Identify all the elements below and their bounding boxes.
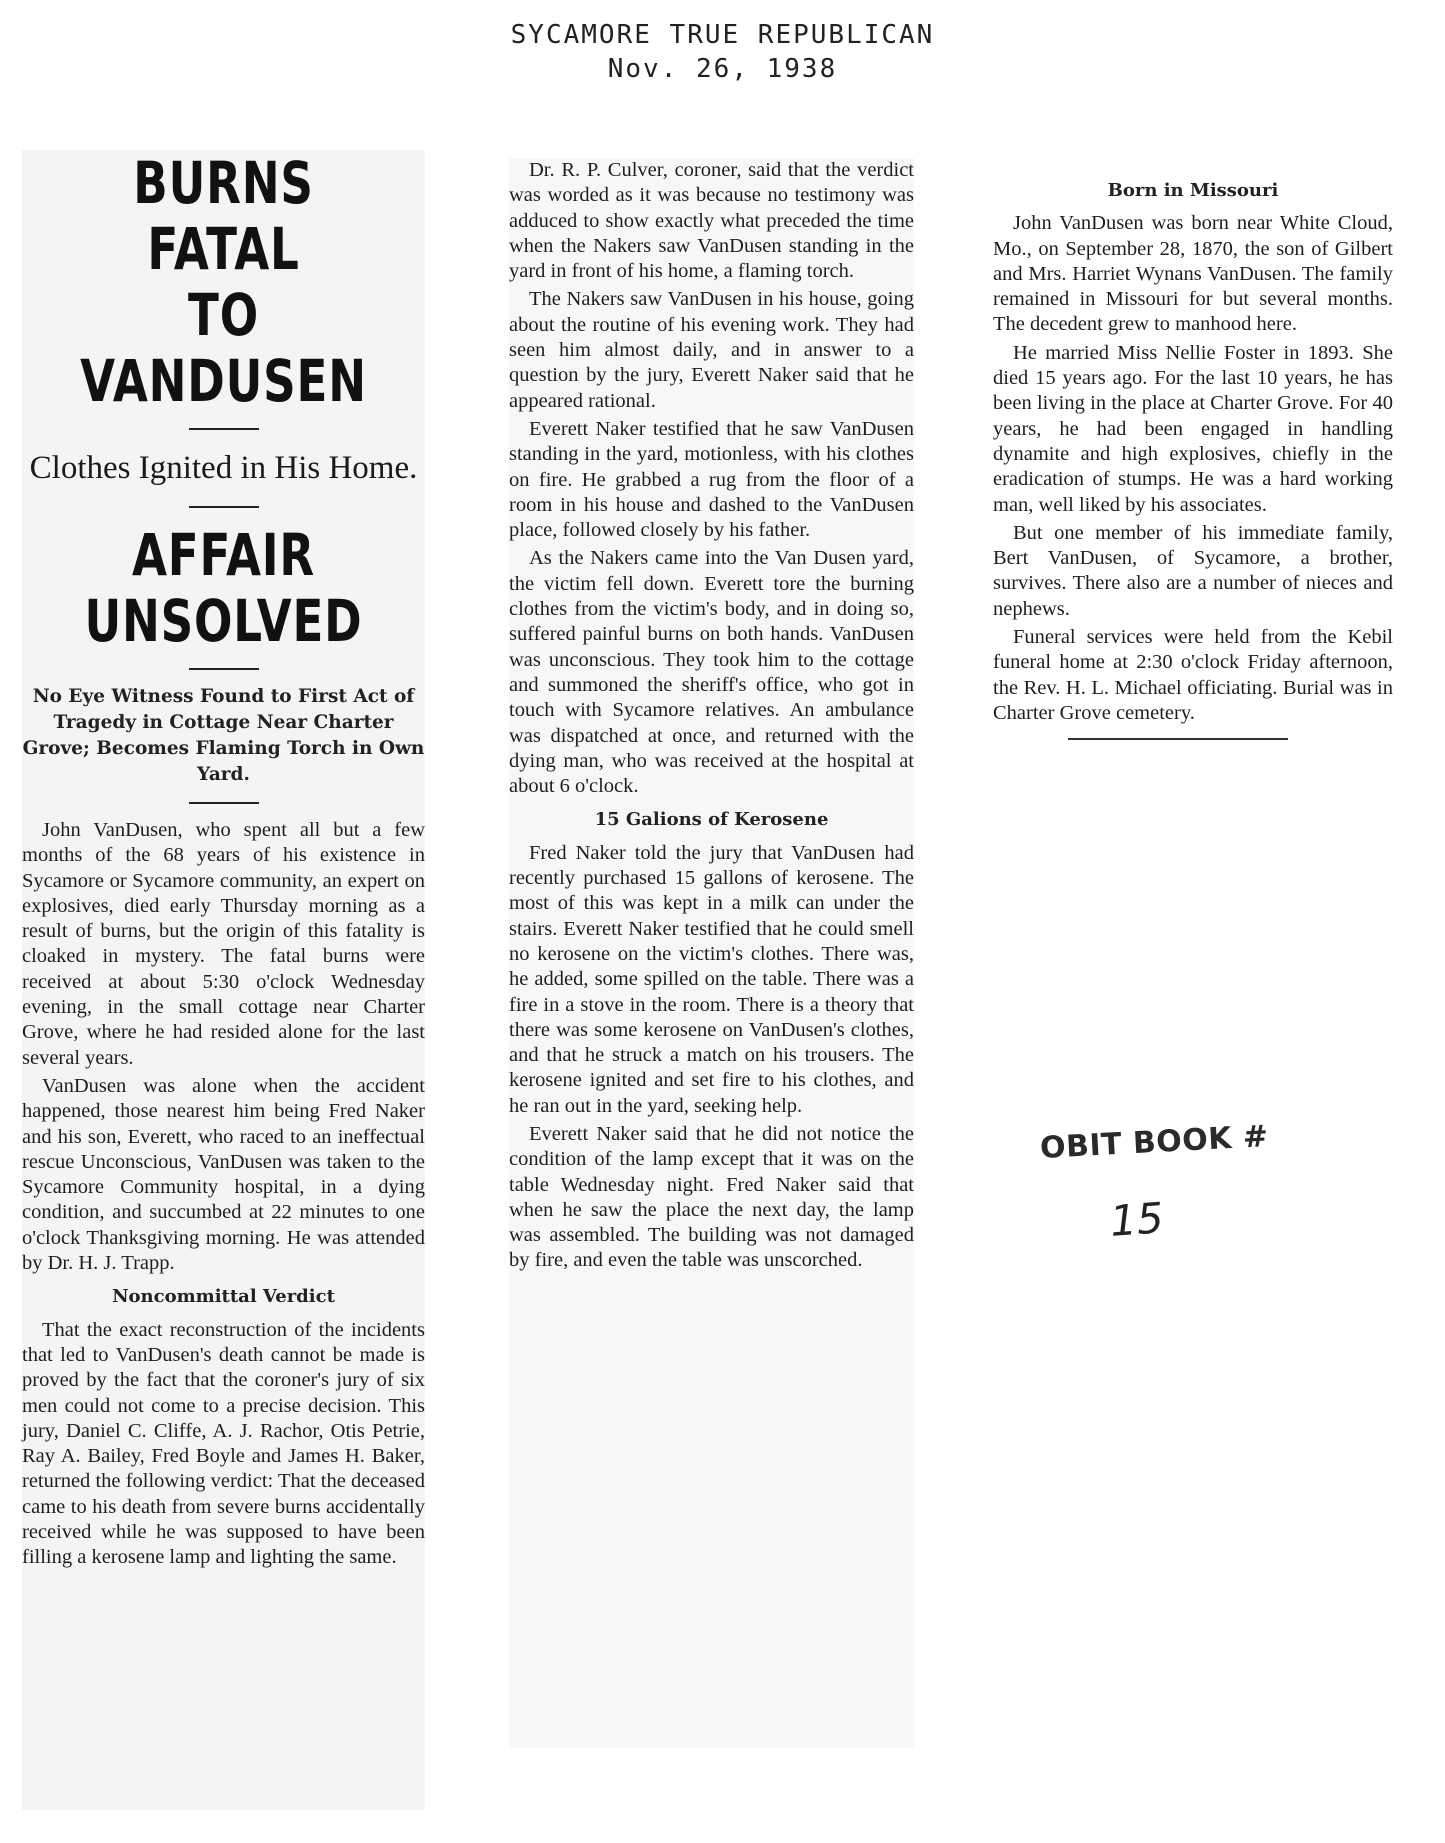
- end-rule: [1068, 738, 1288, 740]
- divider: [189, 802, 259, 804]
- paragraph: John VanDusen, who spent all but a few months of the 68 years of his existence in Sycamore or Sycamore community, an expert on explosives, died early Thursday morning as a result of burns, but the origin of this fatality is cloaked in mystery. The fatal burns were received at about 5:30 o'clock Wednesday evening, in the small cottage near Charter Grove, where he had resided alone for the last several years.: [22, 819, 425, 1069]
- paragraph: Funeral services were held from the Kebil funeral home at 2:30 o'clock Friday afternoon, the Rev. H. L. Michael officiating. Burial was in Charter Grove cemetery.: [993, 626, 1393, 724]
- column-3: [993, 170, 1393, 740]
- paragraph: John VanDusen was born near White Cloud, Mo., on September 28, 1870, the son of Gilbert and Mrs. Harriet Wynans VanDusen. The family remained in Missouri for but several months. The decedent grew to manhood here.: [993, 212, 1393, 336]
- divider: [189, 428, 259, 430]
- section-heading: Born in Missouri: [1107, 180, 1279, 201]
- paragraph: He married Miss Nellie Foster in 1893. She died 15 years ago. For the last 10 years, he has been living in the place at Charter Grove. For 40 years, he had been engaged in handling dynamite and high explosives, chiefly in the eradication of stumps. He was a hard working man, well liked by his associates.: [993, 341, 1393, 516]
- subheadline: Clothes Ignited in His Home.: [29, 450, 418, 486]
- divider: [189, 506, 259, 508]
- paragraph: Everett Naker said that he did not notice the condition of the lamp except that it was on the table Wednesday night. Fred Naker said that when he saw the place the next day, the lamp was assembled. The building was not damaged by fire, and even the table was unscorched.: [509, 1122, 914, 1272]
- section-heading: Noncommittal Verdict: [112, 1286, 335, 1308]
- masthead: [0, 18, 1445, 86]
- paragraph: Dr. R. P. Culver, coroner, said that the verdict was worded as it was because no testimony was adduced to show exactly what preceded the time when the Nakers saw VanDusen standing in the yard in front of his home, a flaming torch.: [509, 159, 914, 283]
- paragraph: The Nakers saw VanDusen in his house, going about the routine of his evening work. They had seen him almost daily, and in answer to a question by the jury, Everett Naker said that he appeared rational.: [509, 288, 914, 412]
- publication-date: Nov. 26, 1938: [607, 54, 838, 84]
- second-headline: AFFAIR UNSOLVED: [84, 521, 363, 655]
- newspaper-name: SYCAMORE TRUE REPUBLICAN: [510, 20, 935, 50]
- paragraph: As the Nakers came into the Van Dusen yard, the victim fell down. Everett tore the burning clothes from the victim's body, and in doing so, suffered painful burns on both hands. VanDusen was unconscious. They took him to the cottage and summoned the sheriff's office, who got in touch with Sycamore relatives. An ambulance was dispatched at once, and returned with the dying man, who was received at the hospital at about 6 o'clock.: [509, 547, 914, 798]
- column-2: [509, 158, 914, 1748]
- paragraph: Fred Naker told the jury that VanDusen had recently purchased 15 gallons of kerosene. The most of this was kept in a milk can under the stairs. Everett Naker testified that he could smell no kerosene on the victim's clothes. There was, he added, some spilled on the table. There was a fire in a stove in the room. There is a theory that there was some kerosene on VanDusen's clothes, and that he struck a match on his trousers. The kerosene ignited and set fire to his clothes, and he ran out in the yard, seeking help.: [509, 841, 914, 1117]
- paragraph: But one member of his immediate family, Bert VanDusen, of Sycamore, a brother, survives. There also are a number of nieces and nephews.: [993, 521, 1393, 620]
- deck: No Eye Witness Found to First Act of Tragedy in Cottage Near Charter Grove; Becomes Flaming Torch in Own Yard.: [22, 686, 425, 785]
- headline-line-2: TO VANDUSEN: [80, 281, 367, 415]
- section-heading: 15 Galions of Kerosene: [594, 809, 829, 831]
- paragraph: VanDusen was alone when the accident happened, those nearest him being Fred Naker and his son, Everett, who raced to an ineffectual rescue Unconscious, VanDusen was taken to the Sycamore Community hospital, in a dying condition, and succumbed at 22 minutes to one o'clock Thanksgiving morning. He was attended by Dr. H. J. Trapp.: [22, 1074, 425, 1275]
- paragraph: That the exact reconstruction of the incidents that led to VanDusen's death cannot be made is proved by the fact that the coroner's jury of six men could not come to a precise decision. This jury, Daniel C. Cliffe, A. J. Rachor, Otis Petrie, Ray A. Bailey, Fred Boyle and James H. Baker, returned the following verdict: That the deceased came to his death from severe burns accidentally received while he was supposed to have been filling a kerosene lamp and lighting the same.: [22, 1318, 425, 1569]
- obit-book-number: 15: [1108, 1193, 1166, 1246]
- column-1: [22, 150, 425, 1810]
- paragraph: Everett Naker testified that he saw VanDusen standing in the yard, motionless, with his clothes on fire. He grabbed a rug from the floor of a room in his house and dashed to the VanDusen place, followed closely by his father.: [509, 417, 914, 542]
- headline-line-1: BURNS FATAL: [133, 149, 314, 283]
- obit-book-stamp: OBIT BOOK #: [1039, 1119, 1270, 1166]
- divider: [189, 668, 259, 670]
